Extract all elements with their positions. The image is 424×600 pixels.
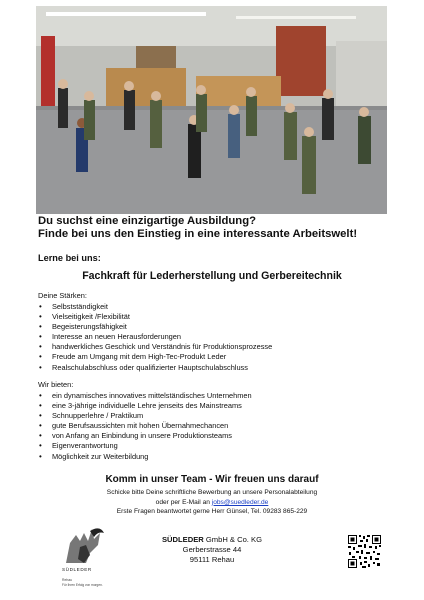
cta-line-3: Erste Fragen beantwortet gerne Herr Günsel, Tel. 09283 865-229 <box>116 508 308 516</box>
list-item: • Interesse an neuen Herausforderungen <box>38 332 272 342</box>
strengths-title: Deine Stärken: <box>38 291 87 300</box>
intro-line-2: Finde bei uns den Einstieg in eine interessante Arbeitswelt! <box>38 228 358 240</box>
cta-email-prefix: oder per E-Mail an <box>155 498 212 506</box>
list-item: • Möglichkeit zur Weiterbildung <box>38 452 252 462</box>
email-link[interactable]: jobs@suedleder.de <box>211 498 269 506</box>
list-item: • Schnupperlehre / Praktikum <box>38 411 252 421</box>
cta-line-2 <box>0 498 424 508</box>
list-item: • Realschulabschluss oder qualifizierter Hauptschulabschluss <box>38 363 272 373</box>
list-item: • gute Berufsaussichten mit hohen Übernahmechancen <box>38 421 252 431</box>
company-name-bold: SÜDLEDER <box>161 535 204 544</box>
team-photo <box>36 6 387 214</box>
workshop-group-image <box>36 6 387 214</box>
logo-city: Rehau <box>62 578 72 582</box>
list-item: • ein dynamisches innovatives mittelständisches Unternehmen <box>38 391 252 401</box>
strengths-list <box>38 302 272 373</box>
list-item: • Vielseitigkeit /Flexibilität <box>38 312 272 322</box>
team-headline: Komm in unser Team - Wir freuen uns darauf <box>105 474 319 485</box>
company-city: 95111 Rehau <box>189 555 235 564</box>
company-name-rest: GmbH & Co. KG <box>203 535 262 544</box>
logo-wordmark: SÜDLEDER <box>62 567 92 572</box>
cta-line-1: Schicke bitte Deine schriftliche Bewerbung an unsere Personalabteilung <box>106 489 318 496</box>
intro-line-1: Du suchst eine einzigartige Ausbildung? <box>38 215 257 227</box>
application-info <box>0 488 424 517</box>
list-item: • handwerkliches Geschick und Verständnis für Produktionsprozesse <box>38 342 272 352</box>
profession-title: Fachkraft für Lederherstellung und Gerbereitechnik <box>82 270 342 282</box>
offers-list <box>38 391 252 462</box>
company-street: Gerberstrasse 44 <box>182 545 242 554</box>
logo-slogan: Für Ihren Erfolg von morgen. <box>62 583 103 587</box>
learn-label: Lerne bei uns: <box>38 253 101 263</box>
list-item: • Selbstständigkeit <box>38 302 272 312</box>
qr-code[interactable] <box>347 534 382 569</box>
offers-title: Wir bieten: <box>38 380 74 389</box>
intro-heading <box>38 215 398 241</box>
list-item: • eine 3-jährige individuelle Lehre jenseits des Mainstreams <box>38 401 252 411</box>
list-item: • von Anfang an Einbindung in unsere Produktionsteams <box>38 431 252 441</box>
list-item: • Freude am Umgang mit dem High-Tec-Produkt Leder <box>38 352 272 362</box>
list-item: • Eigenverantwortung <box>38 441 252 451</box>
list-item: • Begeisterungsfähigkeit <box>38 322 272 332</box>
qr-code-icon <box>347 534 382 569</box>
